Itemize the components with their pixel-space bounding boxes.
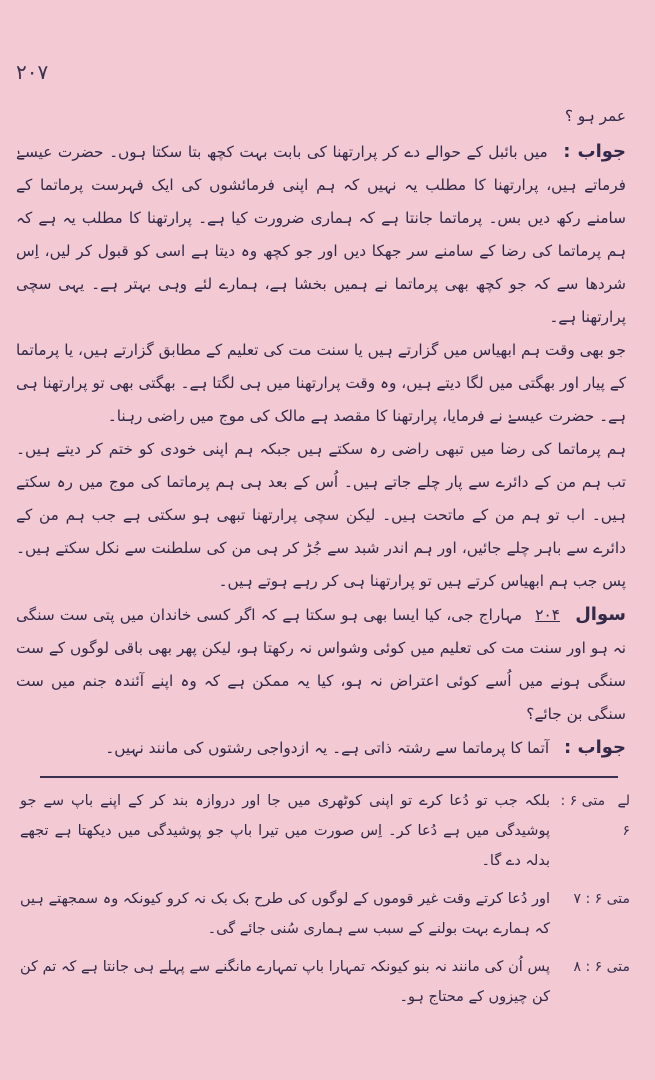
answer-paragraph-1: [16, 135, 626, 334]
footnote-text: بلکہ جب تو دُعا کرے تو اپنی کوٹھری میں جا اور دروازہ بند کر کے اپنے باپ سے جو پوشیدگی میں ہے دُعا کر۔ اِس صورت میں تیرا باپ جو پوشیدگی میں دیکھتا ہے تجھے بدلہ دے گا۔: [20, 793, 550, 869]
paragraph-3: ہم پرماتما کی رضا میں تبھی راضی رہ سکتے ہیں جبکہ ہم اپنی خودی کو ختم کر دیتے ہیں۔ تب ہم من کے دائرے سے پار چلے جاتے ہیں۔ اُس کے بعد ہی ہم پرماتما کی موج میں رہ سکتے ہیں۔ اب تو ہم من کے ماتحت ہیں۔ لیکن سچی پرارتھنا تبھی ہو سکتی ہے جب ہم من کے دائرے سے باہر چلے جائیں، اور ہم اندر شبد سے جُڑ کر ہی من کی سلطنت سے نکل سکتے ہیں۔ پس جب ہم ابھیاس کرتے ہیں تو پرارتھنا ہی کر رہے ہوتے ہیں۔: [16, 440, 626, 590]
footnote-verse: متی ۶ : ۶: [560, 793, 630, 839]
question-label: سوال: [575, 604, 626, 625]
main-text: [16, 100, 626, 765]
answer-text: میں بائبل کے حوالے دے کر پرارتھنا کی بابت بہت کچھ بتا سکتا ہوں۔ حضرت عیسےٰ فرماتے ہیں، پرارتھنا کا مطلب یہ نہیں کہ ہم اپنی فرمائشوں کی ایک فہرست پرماتما کے سامنے رکھ دیں بس۔ پرماتما جانتا ہے کہ ہماری ضرورت کیا ہے۔ پرارتھنا کا مطلب یہ ہے کہ ہم پرماتما کی رضا کے سامنے سر جھکا دیں اور جو کچھ وہ دیتا ہے اسی کو قبول کر لیں، اِس شردھا سے کہ جو کچھ بھی پرماتما نے ہمیں بخشا ہے، ہمارے لئے وہی بہتر ہے۔ یہی سچی پرارتھنا ہے۔: [16, 143, 626, 326]
answer-label: جواب :: [564, 737, 626, 758]
footnote-reference: [550, 884, 630, 944]
paragraph-2: جو بھی وقت ہم ابھیاس میں گزارتے ہیں یا سنت مت کی تعلیم کے مطابق گزارتے ہیں، یا پرماتما کے پیار اور بھگتی میں لگا دیتے ہیں، وہ وقت پرارتھنا میں ہی لگتا ہے۔ بھگتی بھی تو پرارتھنا ہی ہے۔ حضرت عیسےٰ نے فرمایا، پرارتھنا کا مقصد ہے مالک کی موج میں راضی رہنا۔: [16, 341, 626, 425]
question-text: مہاراج جی، کیا ایسا بھی ہو سکتا ہے کہ اگر کسی خاندان میں پتی ست سنگی نہ ہو اور سنت مت کی تعلیم میں کوئی وشواس نہ رکھتا ہو، لیکن پھر بھی باقی لوگوں کے ست سنگی ہونے میں اُسے کوئی اعتراض نہ ہو، کیا یہ ممکن ہے کہ وہ اپنے آئندہ جنم میں ست سنگی بن جائے؟: [16, 606, 626, 723]
question-number: ۲۰۴: [535, 606, 560, 624]
footnote-divider: [40, 776, 618, 778]
footnote-mark: لے: [617, 793, 630, 809]
previous-question-fragment: عمر ہو ؟: [564, 107, 626, 125]
answer-paragraph-2: [16, 731, 626, 765]
answer-text: آتما کا پرماتما سے رشتہ ذاتی ہے۔ یہ ازدواجی رشتوں کی مانند نہیں۔: [105, 739, 550, 757]
footnote-reference: [550, 952, 630, 1012]
answer-label: جواب :: [563, 141, 626, 162]
footnote: [20, 952, 630, 1012]
footnotes: [20, 786, 630, 1020]
footnote-verse: متی ۶ : ۸: [573, 959, 630, 975]
footnote: [20, 786, 630, 876]
footnote-text: اور دُعا کرتے وقت غیر قوموں کے لوگوں کی طرح بک بک نہ کرو کیونکہ وہ سمجھتے ہیں کہ ہمارے بہت بولنے کے سبب سے ہماری سُنی جائے گی۔: [20, 891, 550, 937]
footnote-verse: متی ۶ : ۷: [573, 891, 630, 907]
page-number: ۲۰۷: [16, 60, 49, 84]
footnote-text: پس اُن کی مانند نہ بنو کیونکہ تمہارا باپ تمہارے مانگنے سے پہلے ہی جانتا ہے کہ تم کن کن چیزوں کے محتاج ہو۔: [20, 959, 550, 1005]
footnote: [20, 884, 630, 944]
question-paragraph: [16, 598, 626, 731]
footnote-reference: [550, 786, 630, 876]
